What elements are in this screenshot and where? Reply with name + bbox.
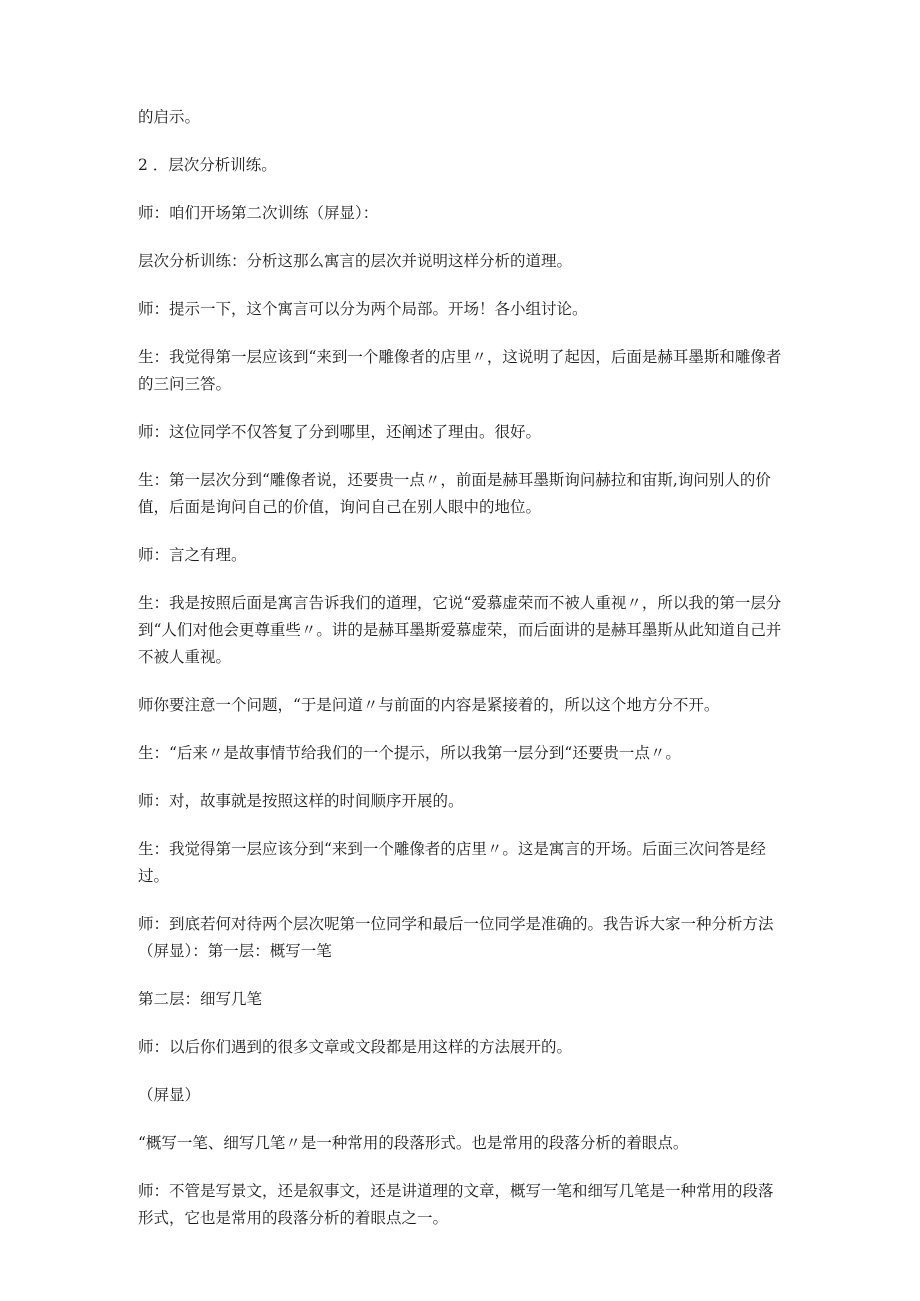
paragraph-19: “概写一笔、细写几笔〃是一种常用的段落形式。也是常用的段落分析的着眼点。 [138,1134,689,1152]
paragraph-11: 师你要注意一个问题，“于是问道〃与前面的内容是紧接着的，所以这个地方分不开。 [138,696,720,714]
paragraph-13: 师：对，故事就是按照这样的时间顺序开展的。 [138,792,464,810]
paragraph-18: （屏显） [138,1086,201,1104]
paragraph-15: 师：到底若何对待两个层次呢第一位同学和最后一位同学是准确的。我告诉大家一种分析方法（屏显）：第一层：概写一笔 [138,915,774,960]
paragraph-17: 师：以后你们遇到的很多文章或文段都是用这样的方法展开的。 [138,1038,573,1056]
paragraph-2: 2 ．层次分析训练。 [138,156,277,174]
paragraph-6: 生：我觉得第一层应该到“来到一个雕像者的店里〃，这说明了起因，后面是赫耳墨斯和雕像者的三问三答。 [138,348,782,393]
paragraph-10: 生：我是按照后面是寓言告诉我们的道理，它说“爱慕虚荣而不被人重视〃，所以我的第一层分到“人们对他会更尊重些〃。讲的是赫耳墨斯爱慕虚荣，而后面讲的是赫耳墨斯从此知道自己并不被人重视。 [138,594,782,666]
paragraph-3: 师：咱们开场第二次训练（屏显）： [138,204,379,222]
paragraph-12: 生：“后来〃是故事情节给我们的一个提示，所以我第一层分到“还要贵一点〃。 [138,744,681,762]
paragraph-4: 层次分析训练：分析这那么寓言的层次并说明这样分析的道理。 [138,252,573,270]
paragraph-14: 生：我觉得第一层应该分到“来到一个雕像者的店里〃。这是寓言的开场。后面三次问答是经过。 [138,840,766,885]
paragraph-16: 第二层：细写几笔 [138,990,263,1008]
paragraph-8: 生：第一层次分到“雕像者说，还要贵一点〃，前面是赫耳墨斯询问赫拉和宙斯,询问别人的价值，后面是询问自己的价值，询问自己在别人眼中的地位。 [138,471,771,516]
paragraph-9: 师：言之有理。 [138,546,247,564]
paragraph-7: 师：这位同学不仅答复了分到哪里，还阐述了理由。很好。 [138,423,542,441]
paragraph-1: 的启示。 [138,108,201,126]
paragraph-20: 师：不管是写景文，还是叙事文，还是讲道理的文章，概写一笔和细写几笔是一种常用的段落形式，它也是常用的段落分析的着眼点之一。 [138,1182,774,1227]
paragraph-5: 师：提示一下，这个寓言可以分为两个局部。开场！各小组讨论。 [138,300,588,318]
document-body [138,104,788,1253]
